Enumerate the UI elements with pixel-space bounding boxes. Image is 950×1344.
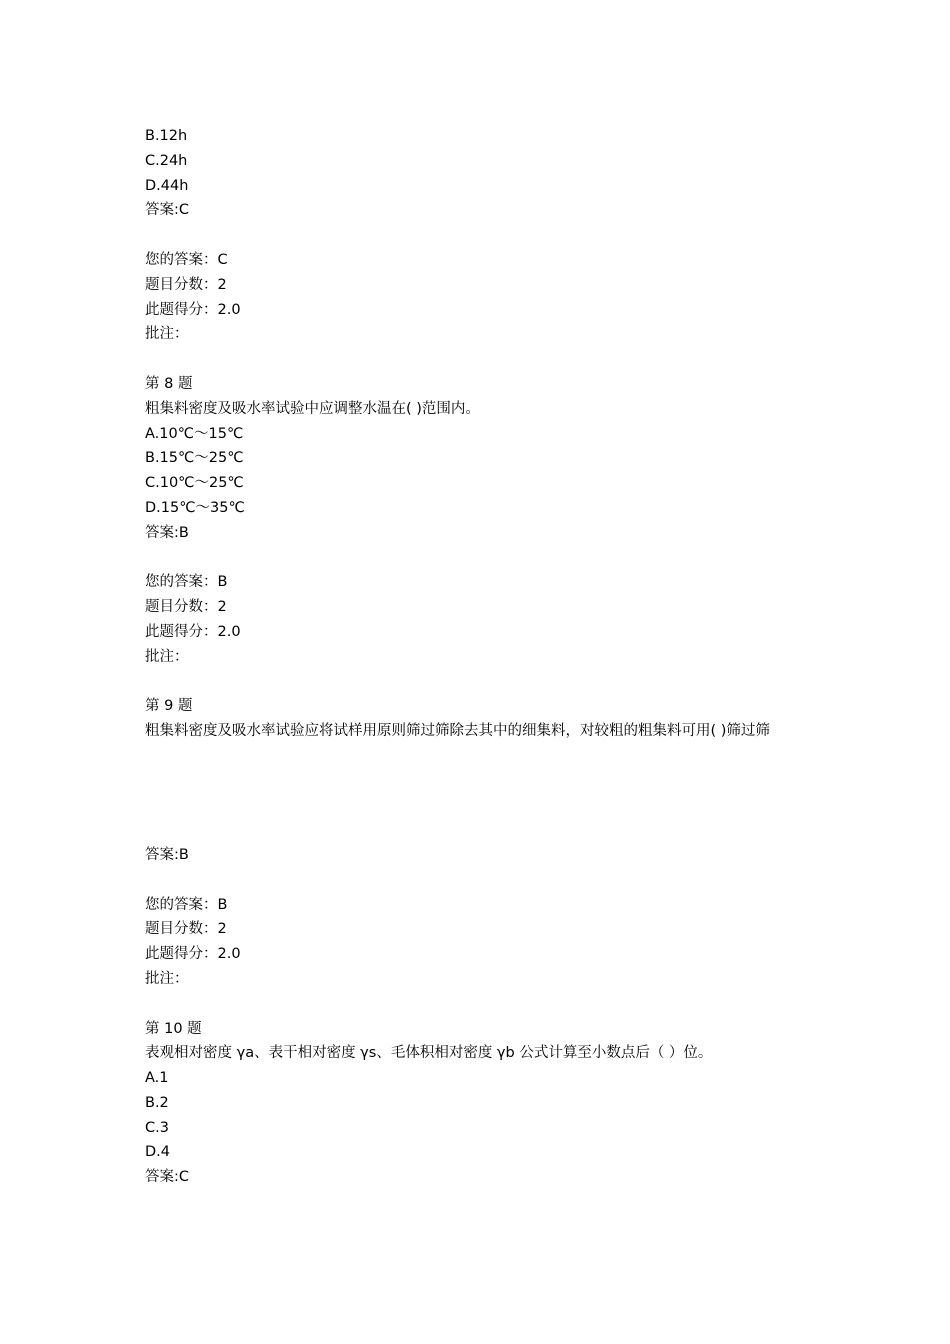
correct-answer: 答案:C [145, 202, 190, 219]
option-c: C.3 [145, 1119, 169, 1136]
option-b: B.2 [145, 1094, 169, 1111]
question-9 [145, 694, 825, 991]
option-a: A.10℃～15℃ [145, 425, 244, 442]
question-points: 题目分数：2 [145, 921, 227, 938]
question-points: 题目分数：2 [145, 276, 227, 293]
correct-answer: 答案:B [145, 846, 189, 863]
option-c: C.24h [145, 152, 188, 169]
question-score: 此题得分：2.0 [145, 301, 241, 318]
question-stem: 粗集料密度及吸水率试验应将试样用原则筛过筛除去其中的细集料，对较粗的粗集料可用( )筛过筛 [145, 723, 770, 740]
question-7-tail [145, 124, 825, 347]
question-stem: 表观相对密度 γa、表干相对密度 γs、毛体积相对密度 γb 公式计算至小数点后（ ）位。 [145, 1045, 713, 1062]
question-score: 此题得分：2.0 [145, 623, 241, 640]
question-stem: 粗集料密度及吸水率试验中应调整水温在( )范围内。 [145, 400, 480, 417]
your-answer: 您的答案：B [145, 896, 228, 913]
comment-label: 批注： [145, 326, 189, 343]
correct-answer: 答案:C [145, 1169, 190, 1186]
question-10 [145, 1017, 825, 1191]
option-a: A.1 [145, 1070, 169, 1087]
your-answer: 您的答案：B [145, 574, 228, 591]
question-number: 第 8 题 [145, 375, 193, 392]
correct-answer: 答案:B [145, 524, 189, 541]
question-number: 第 10 题 [145, 1020, 202, 1037]
option-c: C.10℃～25℃ [145, 475, 244, 492]
question-score: 此题得分：2.0 [145, 946, 241, 963]
question-number: 第 9 题 [145, 698, 193, 715]
options-area [145, 744, 825, 843]
your-answer: 您的答案：C [145, 251, 228, 268]
option-d: D.15℃～35℃ [145, 499, 245, 516]
document-page [145, 124, 825, 1190]
question-8 [145, 372, 825, 670]
question-points: 题目分数：2 [145, 599, 227, 616]
option-d: D.4 [145, 1144, 170, 1161]
comment-label: 批注： [145, 970, 189, 987]
option-d: D.44h [145, 177, 189, 194]
option-b: B.15℃～25℃ [145, 450, 244, 467]
option-b: B.12h [145, 128, 188, 144]
comment-label: 批注： [145, 648, 189, 665]
